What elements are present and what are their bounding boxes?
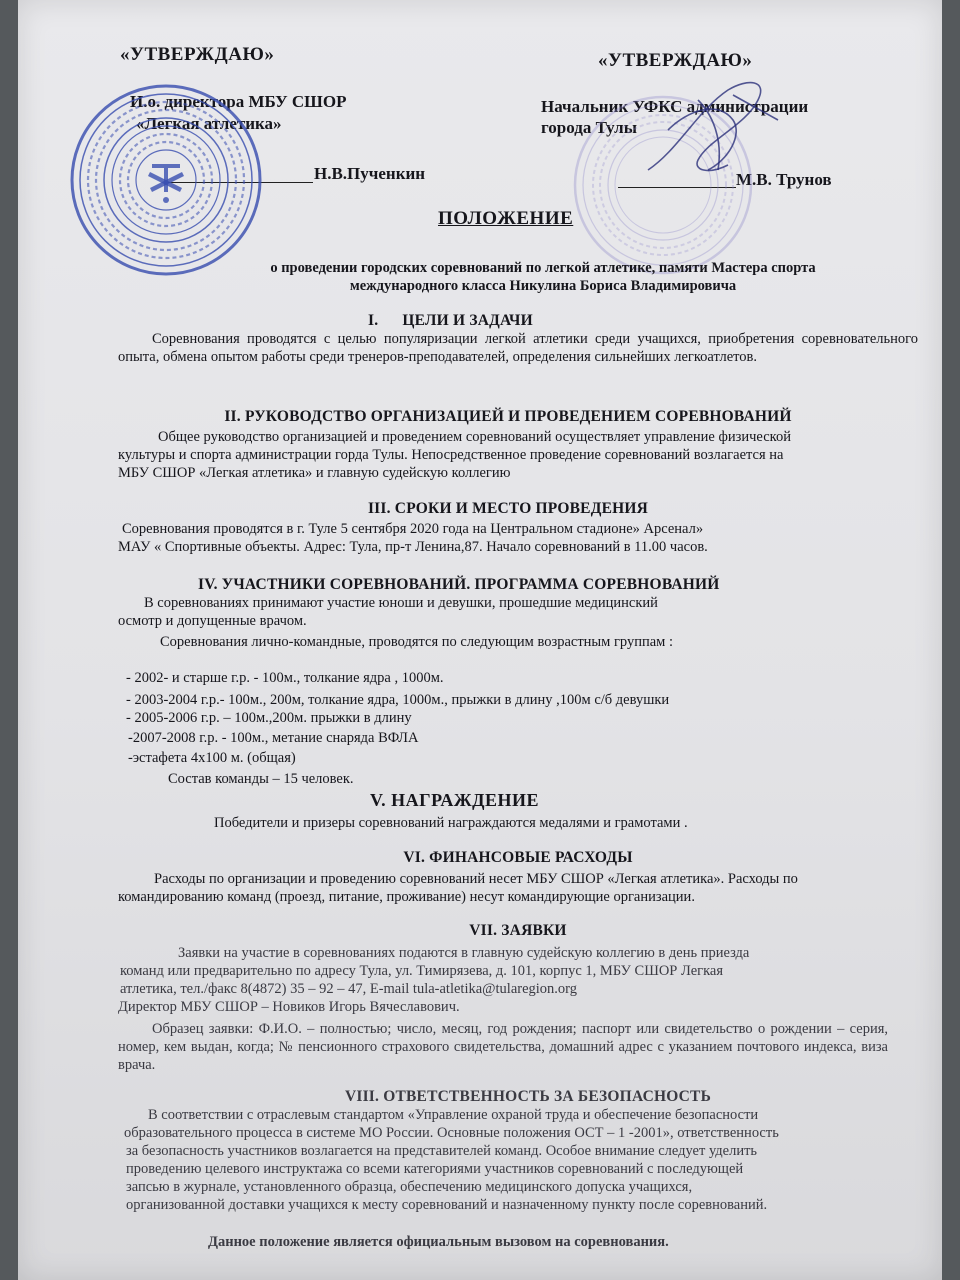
section-2-heading: II. РУКОВОДСТВО ОРГАНИЗАЦИЕЙ И ПРОВЕДЕНИЕМ СОРЕВНОВАНИЙ bbox=[224, 408, 792, 425]
section-3-line1: Соревнования проводятся в г. Туле 5 сентября 2020 года на Центральном стадионе» Арсенал» bbox=[122, 521, 704, 537]
age-group-item: - 2002- и старше г.р. - 100м., толкание ядра , 1000м. bbox=[126, 670, 444, 686]
document-footer-note: Данное положение является официальным вызовом на соревнования. bbox=[208, 1234, 669, 1250]
section-7-sample: Образец заявки: Ф.И.О. – полностью; число, месяц, год рождения; паспорт или свидетельство о рождении – серия, номер, кем выдан, когда; № пенсионного страхового свидетельства, домашний адрес с указанием почтового индекса, виза врача. bbox=[118, 1021, 888, 1073]
age-group-item: - 2003-2004 г.р.- 100м., 200м, толкание ядра, 1000м., прыжки в длину ,100м с/б девушки bbox=[126, 692, 670, 708]
document-page bbox=[18, 0, 942, 1280]
subtitle-line2: международного класса Никулина Бориса Владимировича bbox=[349, 278, 737, 294]
team-size: Состав команды – 15 человек. bbox=[168, 771, 354, 787]
section-7-line4: Директор МБУ СШОР – Новиков Игорь Вячеславович. bbox=[118, 999, 460, 1015]
right-approve-label: «УТВЕРЖДАЮ» bbox=[598, 50, 753, 71]
left-approve-label: «УТВЕРЖДАЮ» bbox=[120, 44, 275, 65]
section-8-line3: за безопасность участников возлагается на представителей команд. Особое внимание следует уделить bbox=[126, 1143, 758, 1159]
section-7-heading: VII. ЗАЯВКИ bbox=[469, 922, 567, 939]
document-title: ПОЛОЖЕНИЕ bbox=[438, 208, 574, 229]
section-3-line2: МАУ « Спортивные объекты. Адрес: Тула, пр-т Ленина,87. Начало соревнований в 11.00 часов. bbox=[118, 539, 708, 555]
section-8-line6: организованной доставки учащихся к месту соревнований и назначенному пункту после соревнований. bbox=[126, 1197, 768, 1213]
right-position-line2: города Тулы bbox=[541, 118, 637, 137]
section-5-text: Победители и призеры соревнований награждаются медалями и грамотами . bbox=[214, 815, 688, 831]
left-position-line2: «Легкая атлетика» bbox=[136, 114, 282, 133]
section-4-line3: Соревнования лично-командные, проводятся по следующим возрастным группам : bbox=[160, 634, 674, 650]
section-4-heading: IV. УЧАСТНИКИ СОРЕВНОВАНИЙ. ПРОГРАММА СОРЕВНОВАНИЙ bbox=[198, 576, 720, 593]
section-2-line1: Общее руководство организацией и проведением соревнований осуществляет управление физической bbox=[158, 429, 791, 445]
document-content bbox=[18, 0, 942, 1280]
section-6-heading: VI. ФИНАНСОВЫЕ РАСХОДЫ bbox=[403, 849, 633, 866]
section-2-line2: культуры и спорта администрации горда Тулы. Непосредственное проведение соревнований возлагается на bbox=[118, 447, 784, 463]
section-8-line1: В соответствии с отраслевым стандартом «Управление охраной труда и обеспечение безопасности bbox=[148, 1107, 759, 1123]
section-4-line2: осмотр и допущенные врачом. bbox=[118, 613, 307, 629]
section-1-heading bbox=[368, 312, 533, 330]
section-8-line2: образовательного процесса в системе МО России. Основные положения ОСТ – 1 -2001», ответственность bbox=[124, 1125, 779, 1141]
section-4-line1: В соревнованиях принимают участие юноши и девушки, прошедшие медицинский bbox=[144, 595, 658, 611]
section-1-title: ЦЕЛИ И ЗАДАЧИ bbox=[402, 312, 533, 329]
section-6-line1: Расходы по организации и проведению соревнований несет МБУ СШОР «Легкая атлетика». Расходы по bbox=[154, 871, 798, 887]
age-group-item: -эстафета 4х100 м. (общая) bbox=[128, 750, 296, 766]
right-signatory-name: М.В. Трунов bbox=[736, 170, 832, 189]
section-1-text: Соревнования проводятся с целью популяризации легкой атлетики среди учащихся, приобретения соревновательного опыта, обмена опытом работы среди тренеров-преподавателей, определения сильнейших легкоатлетов. bbox=[118, 331, 918, 365]
section-3-heading: III. СРОКИ И МЕСТО ПРОВЕДЕНИЯ bbox=[367, 500, 649, 517]
right-position-line1: Начальник УФКС администрации bbox=[541, 97, 809, 116]
official-round-stamp-icon bbox=[66, 80, 266, 280]
left-position-line1: И.о. директора МБУ СШОР bbox=[130, 92, 347, 111]
section-1-number: I. bbox=[368, 312, 379, 329]
left-signatory-name: Н.В.Пученкин bbox=[314, 164, 426, 183]
age-group-item: - 2005-2006 г.р. – 100м.,200м. прыжки в длину bbox=[126, 710, 412, 726]
section-8-heading: VIII. ОТВЕТСТВЕННОСТЬ ЗА БЕЗОПАСНОСТЬ bbox=[344, 1088, 712, 1105]
section-7-line3: атлетика, тел./факс 8(4872) 35 – 92 – 47, E-mail tula-atletika@tularegion.org bbox=[120, 981, 577, 997]
section-8-line5: запсью в журнале, установленного образца, обеспечению медицинского допуска учащихся, bbox=[126, 1179, 693, 1195]
subtitle-line1: о проведении городских соревнований по легкой атлетике, памяти Мастера спорта bbox=[270, 260, 816, 276]
section-7-line1: Заявки на участие в соревнованиях подаются в главную судейскую коллегию в день приезда bbox=[178, 945, 750, 961]
section-2-line3: МБУ СШОР «Легкая атлетика» и главную судейскую коллегию bbox=[118, 465, 511, 481]
signature-scribble-icon bbox=[638, 70, 788, 190]
section-5-heading: V. НАГРАЖДЕНИЕ bbox=[370, 790, 540, 810]
section-7-line2: команд или предварительно по адресу Тула, ул. Тимирязева, д. 101, корпус 1, МБУ СШОР Легкая bbox=[120, 963, 724, 979]
section-8-line4: проведению целевого инструктажа со всеми категориями участников соревнований с последующей bbox=[126, 1161, 744, 1177]
age-group-item: -2007-2008 г.р. - 100м., метание снаряда ВФЛА bbox=[128, 730, 419, 746]
section-6-line2: командированию команд (проезд, питание, проживание) несут командирующие организации. bbox=[118, 889, 695, 905]
